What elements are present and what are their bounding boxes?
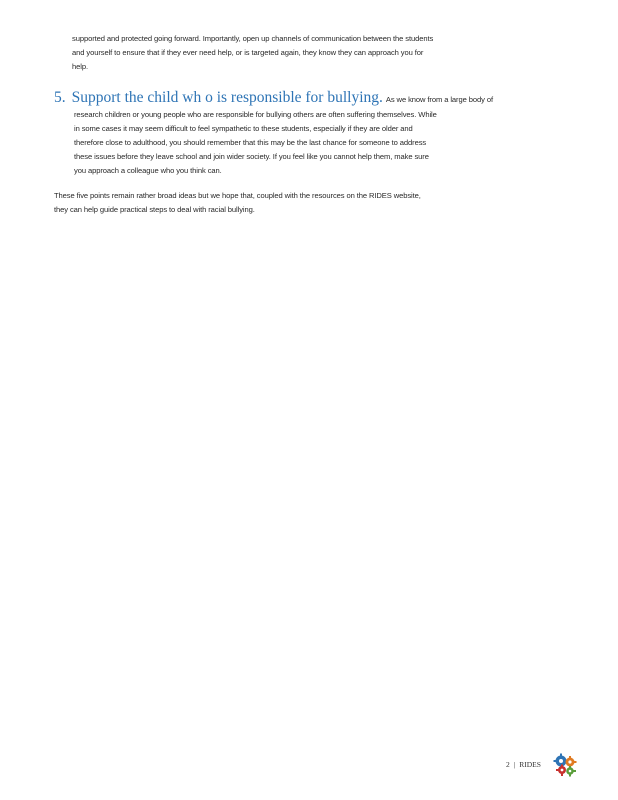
continuation-line-2: and yourself to ensure that if they ever need help, or is targeted again, they know they can approach you for — [72, 48, 424, 57]
footer-label: RIDES — [519, 760, 541, 769]
closing-line-2: they can help guide practical steps to deal with racial bullying. — [54, 205, 255, 214]
section-5-heading — [54, 90, 493, 108]
section-5-first-line-tail: As we know from a large body of — [385, 95, 493, 104]
section-5-line-3: therefore close to adulthood, you should remember that this may be the last chance for someone to address — [74, 138, 427, 147]
continuation-line-1: supported and protected going forward. Importantly, open up channels of communication between the students — [72, 34, 434, 43]
footer-separator: | — [513, 760, 516, 769]
closing-line-1: These five points remain rather broad ideas but we hope that, coupled with the resources on the RIDES website, — [54, 191, 421, 200]
logo-cog-green — [566, 766, 576, 777]
section-5-line-2: in some cases it may seem difficult to feel sympathetic to these students, especially if they are older and — [74, 124, 413, 133]
section-5-line-1: research children or young people who are responsible for bullying others are often suffering themselves. While — [74, 110, 437, 119]
rides-gear-logo-icon — [551, 752, 579, 778]
section-5-line-4: these issues before they leave school and join wider society. If you feel like you cannot help them, make sure — [74, 152, 429, 161]
section-5-line-5: you approach a colleague who you think can. — [74, 166, 222, 175]
section-5-title: Support the child wh o is responsible for bullying. — [71, 89, 383, 106]
continuation-line-3: help. — [72, 62, 88, 71]
page-number: 2 — [506, 760, 510, 769]
page-footer — [506, 760, 541, 769]
logo-cog-red — [556, 765, 566, 777]
section-5-number: 5. — [54, 89, 66, 106]
